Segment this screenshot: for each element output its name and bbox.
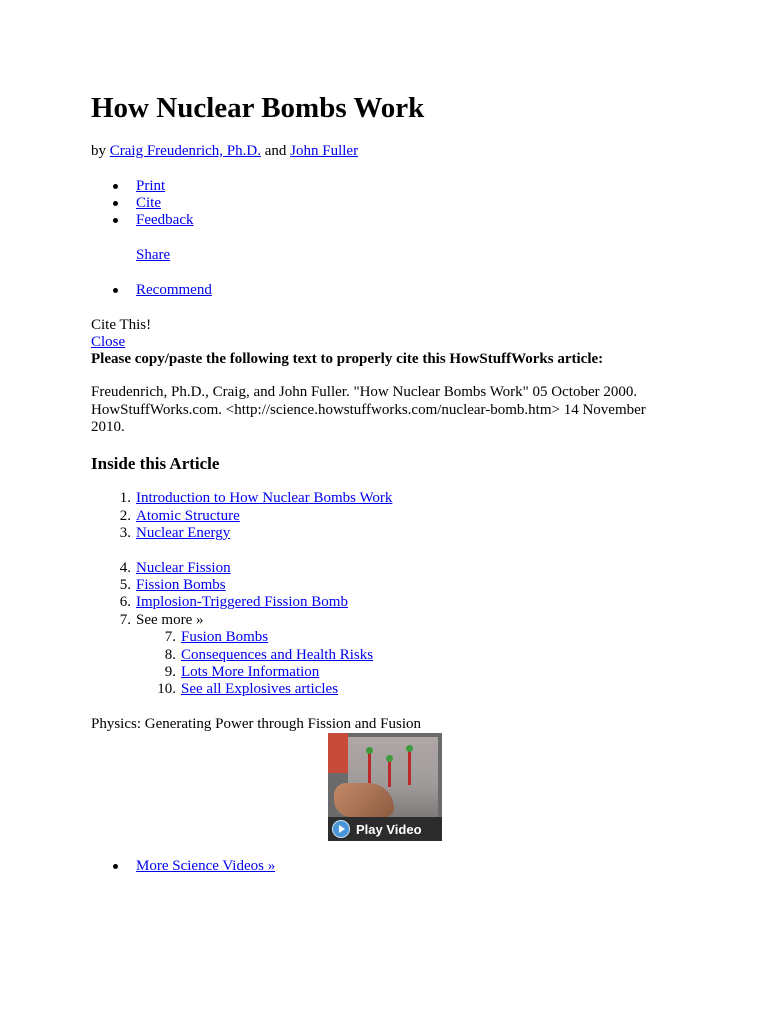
- page-title: How Nuclear Bombs Work: [91, 92, 425, 124]
- print-link[interactable]: Print: [136, 178, 166, 194]
- thumbnail-bar: [408, 751, 411, 785]
- toc-link-atomic-structure[interactable]: Atomic Structure: [136, 508, 240, 524]
- toc-link-fusion-bombs[interactable]: Fusion Bombs: [181, 629, 269, 645]
- toc-link-fission-bombs[interactable]: Fission Bombs: [136, 577, 226, 593]
- byline-and: and: [264, 143, 287, 159]
- thumbnail-hand: [334, 783, 394, 817]
- play-icon[interactable]: [332, 820, 350, 838]
- cite-link[interactable]: Cite: [136, 195, 161, 211]
- play-video-bar[interactable]: [328, 817, 442, 841]
- recommend-link[interactable]: Recommend: [136, 282, 212, 298]
- play-video-label[interactable]: Play Video: [356, 821, 422, 837]
- citation-text: Freudenrich, Ph.D., Craig, and John Fuller. "How Nuclear Bombs Work" 05 October 2000. HowStuffWorks.com. <http://science.howstuffworks.com/nuclear-bomb.htm> 14 November 2010.: [91, 384, 646, 435]
- toc-number: 4.: [119, 560, 131, 576]
- feedback-link[interactable]: Feedback: [136, 212, 194, 228]
- toc-link-see-all-explosives[interactable]: See all Explosives articles: [181, 681, 339, 697]
- more-science-videos-link[interactable]: More Science Videos »: [136, 858, 276, 874]
- close-link[interactable]: Close: [91, 334, 126, 350]
- thumbnail-bar: [388, 761, 391, 787]
- thumbnail-dot: [406, 745, 413, 752]
- toc-link-implosion-triggered[interactable]: Implosion-Triggered Fission Bomb: [136, 594, 348, 610]
- byline: [91, 142, 358, 160]
- toc-number: 5.: [119, 577, 131, 593]
- cite-heading: Cite This!: [91, 317, 152, 333]
- toc-see-more[interactable]: See more »: [136, 612, 204, 628]
- toc-number: 1.: [119, 490, 131, 506]
- toc-number: 9.: [164, 664, 176, 680]
- toc-link-lots-more-info[interactable]: Lots More Information: [181, 664, 320, 680]
- share-link[interactable]: Share: [136, 247, 171, 263]
- toc-number: 2.: [119, 508, 131, 524]
- toc-link-introduction[interactable]: Introduction to How Nuclear Bombs Work: [136, 490, 393, 506]
- toc-link-nuclear-fission[interactable]: Nuclear Fission: [136, 560, 231, 576]
- video-thumbnail[interactable]: [328, 733, 442, 841]
- author-link-craig-freudenrich[interactable]: Craig Freudenrich, Ph.D.: [109, 143, 261, 159]
- thumbnail-dot: [366, 747, 373, 754]
- toc-number: 10.: [157, 681, 176, 697]
- byline-prefix: by: [91, 143, 106, 159]
- video-caption: Physics: Generating Power through Fission and Fusion: [91, 716, 421, 732]
- toc-number: 6.: [119, 594, 131, 610]
- toc-number: 7.: [119, 612, 131, 628]
- toc-number: 8.: [164, 647, 176, 663]
- thumbnail-background: [328, 733, 348, 773]
- toc-link-consequences[interactable]: Consequences and Health Risks: [181, 647, 374, 663]
- author-link-john-fuller[interactable]: John Fuller: [290, 143, 359, 159]
- toc-number: 3.: [119, 525, 131, 541]
- toc-number: 7.: [164, 629, 176, 645]
- cite-instruction: Please copy/paste the following text to properly cite this HowStuffWorks article:: [91, 351, 604, 367]
- thumbnail-dot: [386, 755, 393, 762]
- thumbnail-bar: [368, 753, 371, 783]
- toc-link-nuclear-energy[interactable]: Nuclear Energy: [136, 525, 231, 541]
- toc-heading: Inside this Article: [91, 454, 220, 473]
